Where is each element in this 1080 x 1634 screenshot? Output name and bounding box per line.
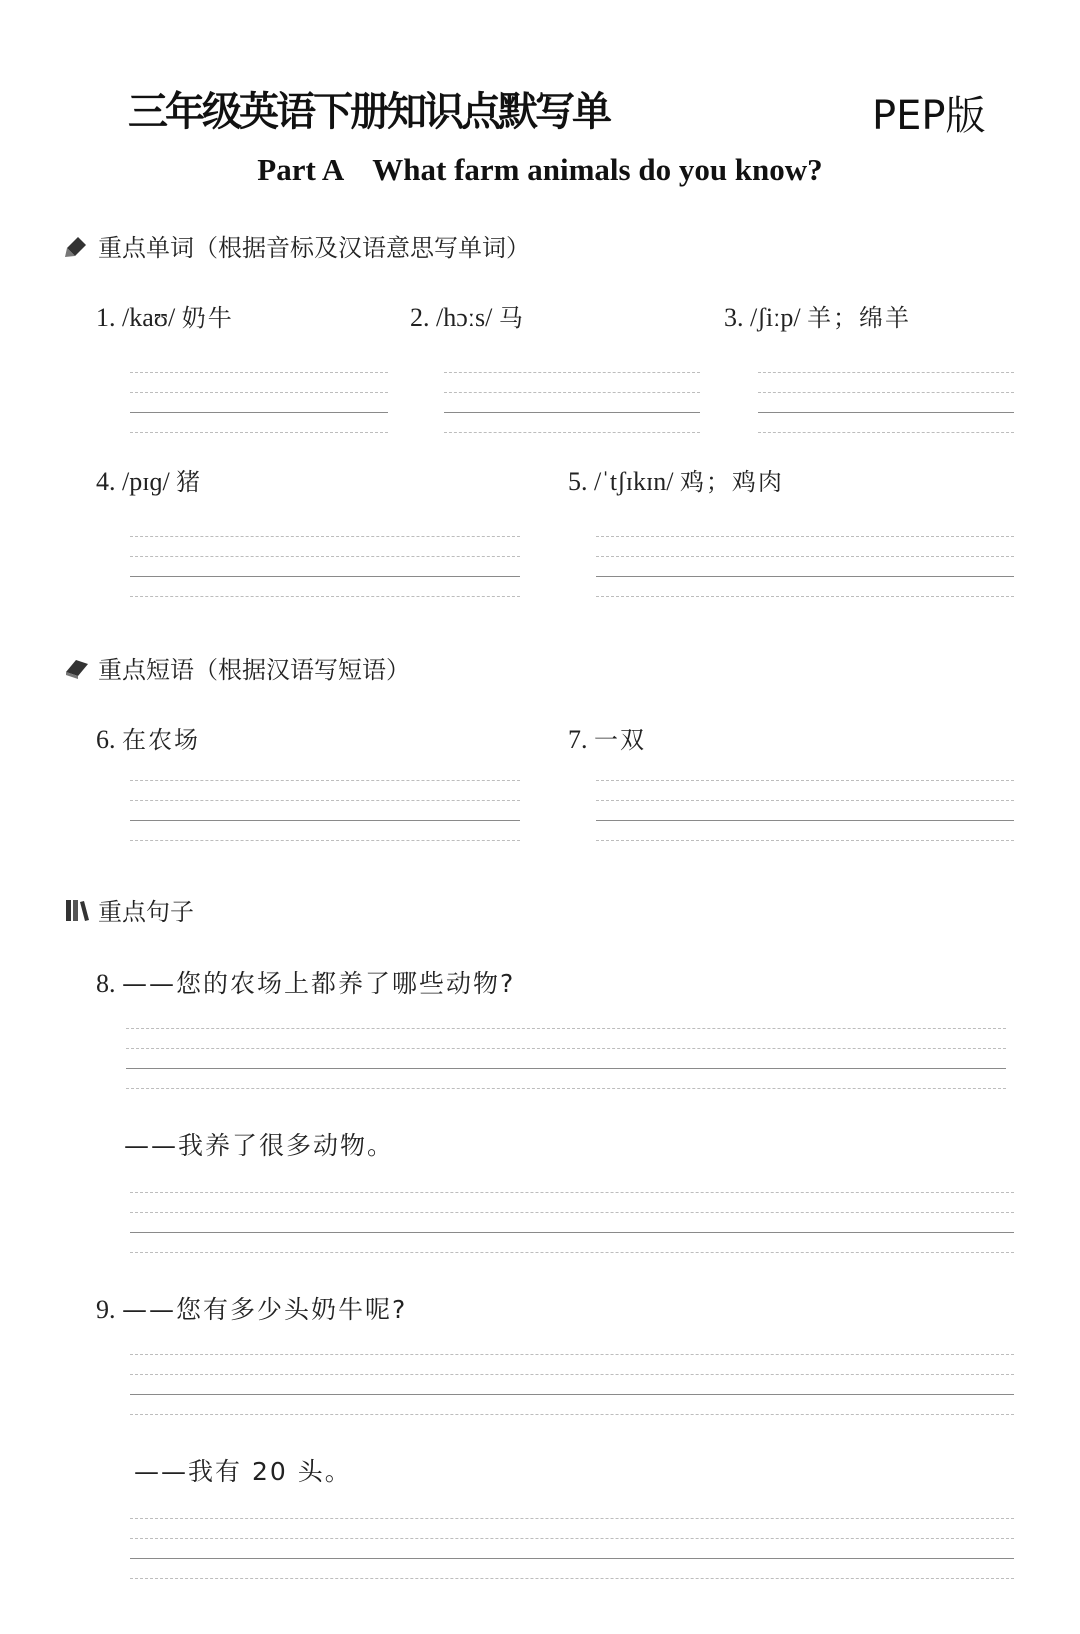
sentence-item-9 [96, 1290, 407, 1326]
meaning: 猪 [176, 468, 203, 496]
item-number: 5. [568, 467, 588, 496]
word-item-4 [96, 462, 202, 497]
phonetic: /hɔːs/ [436, 303, 493, 332]
answer-lines-9-answer[interactable] [130, 1518, 1014, 1580]
word-item-5 [568, 462, 784, 497]
item-number: 6. [96, 725, 116, 754]
sentence-answer-9: ——我有 20 头。 [134, 1457, 352, 1486]
phonetic: /ʃiːp/ [750, 303, 801, 332]
meaning: 奶牛 [181, 304, 234, 332]
sentence-question: ——您有多少头奶牛呢? [122, 1295, 408, 1324]
answer-lines-5[interactable] [596, 536, 1014, 598]
part-question: What farm animals do you know? [372, 152, 823, 187]
answer-lines-4[interactable] [130, 536, 520, 598]
word-item-1 [96, 298, 234, 333]
section-words-label: 重点单词（根据音标及汉语意思写单词） [98, 234, 530, 262]
answer-lines-3[interactable] [758, 372, 1014, 434]
section-words-heading [64, 228, 530, 263]
item-number: 4. [96, 467, 116, 496]
answer-lines-2[interactable] [444, 372, 700, 434]
answer-lines-8-question[interactable] [126, 1028, 1006, 1090]
phonetic: /pɪɡ/ [122, 467, 170, 496]
sentence-question: ——您的农场上都养了哪些动物? [122, 969, 516, 998]
answer-lines-6[interactable] [130, 780, 520, 842]
part-label: Part A [257, 152, 345, 187]
phonetic: /kaʊ/ [122, 303, 176, 332]
answer-lines-9-question[interactable] [130, 1354, 1014, 1416]
pencil-icon [64, 234, 90, 258]
phonetic: /ˈtʃɪkɪn/ [594, 467, 674, 496]
meaning: 在农场 [122, 726, 200, 754]
sentence-item-8 [96, 964, 515, 1000]
section-sentences-label: 重点句子 [98, 898, 194, 926]
meaning: 鸡；鸡肉 [679, 468, 784, 496]
answer-lines-1[interactable] [130, 372, 388, 434]
section-sentences-heading [64, 892, 194, 927]
phrase-item-6 [96, 720, 200, 755]
meaning: 一双 [594, 726, 646, 754]
word-item-2 [410, 298, 525, 333]
word-item-3 [724, 298, 911, 333]
item-number: 1. [96, 303, 116, 332]
item-number: 7. [568, 725, 588, 754]
worksheet-title: 三年级英语下册知识点默写单 [128, 89, 609, 135]
answer-lines-8-answer[interactable] [130, 1192, 1014, 1254]
item-number: 9. [96, 1295, 116, 1324]
part-title [0, 152, 1080, 188]
answer-lines-7[interactable] [596, 780, 1014, 842]
books-icon [64, 898, 90, 922]
edition-tag: PEP版 [872, 93, 986, 139]
meaning: 羊；绵羊 [807, 304, 912, 332]
section-phrases-label: 重点短语（根据汉语写短语） [98, 656, 410, 684]
item-number: 3. [724, 303, 744, 332]
meaning: 马 [498, 304, 525, 332]
item-number: 2. [410, 303, 430, 332]
eraser-icon [64, 656, 90, 680]
sentence-answer-8: ——我养了很多动物。 [124, 1131, 395, 1160]
item-number: 8. [96, 969, 116, 998]
phrase-item-7 [568, 720, 646, 755]
section-phrases-heading [64, 650, 410, 685]
